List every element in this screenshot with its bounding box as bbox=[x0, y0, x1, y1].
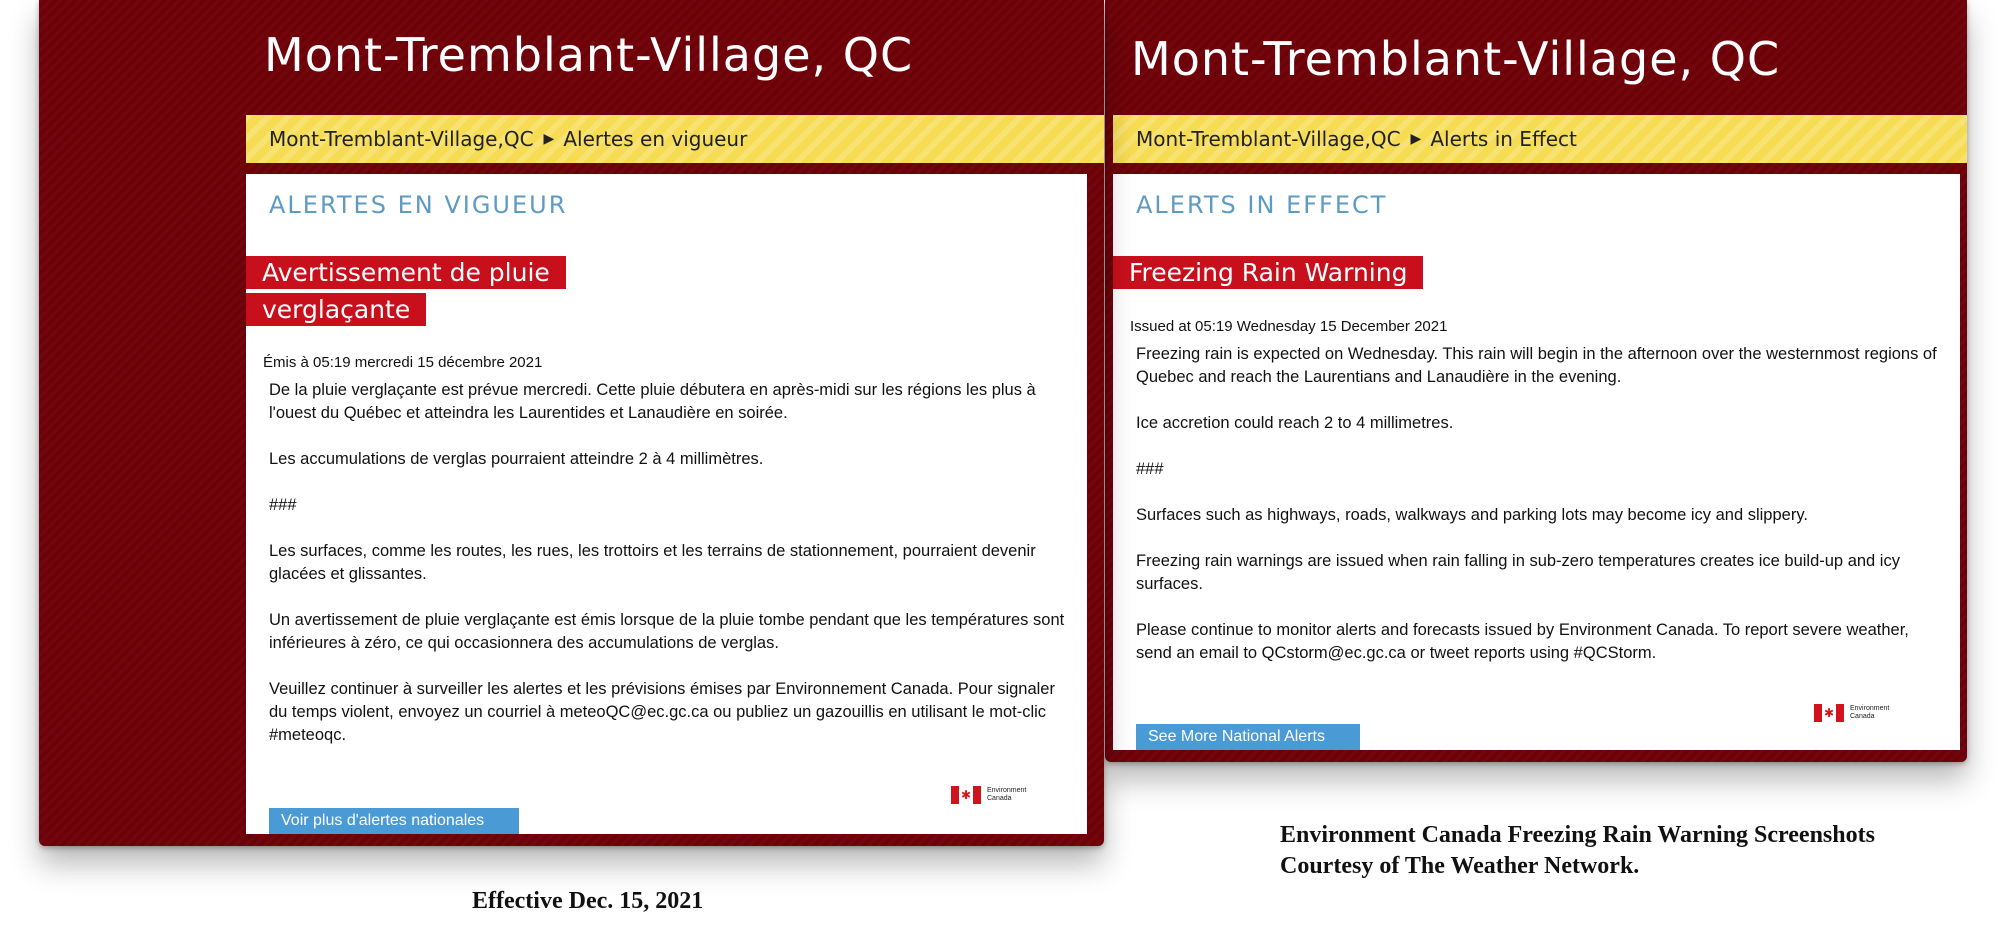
issued-timestamp: Issued at 05:19 Wednesday 15 December 2021 bbox=[1130, 318, 1448, 335]
alert-paragraph: De la pluie verglaçante est prévue mercredi. Cette pluie débutera en après-midi sur les régions les plus à l'ouest du Québec et atteindra les Laurentides et Lanaudière en soirée. bbox=[269, 381, 1036, 422]
breadcrumb-current: Alerts in Effect bbox=[1430, 127, 1577, 151]
alert-paragraph: Please continue to monitor alerts and forecasts issued by Environment Canada. To report severe weather, send an email to QCstorm@ec.gc.ca or tweet reports using #QCStorm. bbox=[1136, 621, 1909, 662]
canada-flag-icon: ✱ bbox=[951, 786, 981, 804]
alert-paragraph: Veuillez continuer à surveiller les alertes et les prévisions émises par Environnement Canada. Pour signaler du temps violent, envoyez un courriel à meteoQC@ec.gc.ca ou publiez un gazouillis en utilisant le mot-clic #meteoqc. bbox=[269, 680, 1055, 744]
more-national-alerts-button[interactable]: Voir plus d'alertes nationales bbox=[269, 808, 519, 834]
breadcrumb bbox=[246, 115, 1104, 163]
alert-panel-english bbox=[1105, 0, 1967, 762]
alert-body bbox=[269, 379, 1069, 770]
logo-line: Canada bbox=[987, 795, 1012, 802]
alert-paragraph: Freezing rain is expected on Wednesday. This rain will begin in the afternoon over the westernmost regions of Quebec and reach the Laurentians and Lanaudière in the evening. bbox=[1136, 345, 1937, 386]
alert-content bbox=[246, 174, 1087, 834]
breadcrumb-current: Alertes en vigueur bbox=[563, 127, 748, 151]
triangle-right-icon: ▶ bbox=[543, 131, 555, 147]
breadcrumb bbox=[1113, 115, 1967, 163]
section-title: ALERTS IN EFFECT bbox=[1136, 191, 1388, 219]
city-title: Mont-Tremblant-Village, QC bbox=[1131, 32, 1781, 86]
warning-title bbox=[1113, 254, 1453, 291]
section-title: ALERTES EN VIGUEUR bbox=[269, 191, 568, 219]
logo-line: Canada bbox=[1850, 713, 1875, 720]
alert-content bbox=[1113, 174, 1960, 750]
breadcrumb-location-link[interactable]: Mont-Tremblant-Village,QC bbox=[269, 127, 534, 151]
city-title: Mont-Tremblant-Village, QC bbox=[264, 28, 914, 82]
logo-line: Environment bbox=[1850, 705, 1890, 712]
warning-title bbox=[246, 254, 576, 328]
warning-title-text: Avertissement de pluie verglaçante bbox=[246, 256, 566, 326]
environment-canada-logo bbox=[1814, 704, 1889, 722]
alert-paragraph: Freezing rain warnings are issued when rain falling in sub-zero temperatures creates ice build-up and icy surfaces. bbox=[1136, 552, 1900, 593]
alert-paragraph: Un avertissement de pluie verglaçante est émis lorsque de la pluie tombe pendant que les températures sont inférieures à zéro, ce qui occasionnera des accumulations de verglas. bbox=[269, 611, 1065, 652]
issued-timestamp: Émis à 05:19 mercredi 15 décembre 2021 bbox=[263, 354, 543, 371]
alert-body bbox=[1136, 343, 1946, 688]
effective-date-caption: Effective Dec. 15, 2021 bbox=[472, 888, 704, 914]
breadcrumb-location-link[interactable]: Mont-Tremblant-Village,QC bbox=[1136, 127, 1401, 151]
logo-line: Environment bbox=[987, 787, 1027, 794]
canada-flag-icon: ✱ bbox=[1814, 704, 1844, 722]
alert-paragraph: Surfaces such as highways, roads, walkways and parking lots may become icy and slippery. bbox=[1136, 506, 1808, 524]
alert-paragraph: Les surfaces, comme les routes, les rues, les trottoirs et les terrains de stationnement, pourraient devenir glacées et glissantes. bbox=[269, 542, 1036, 583]
alert-paragraph: Ice accretion could reach 2 to 4 millimetres. bbox=[1136, 414, 1454, 432]
alert-paragraph: ### bbox=[1136, 460, 1164, 478]
credit-caption: Environment Canada Freezing Rain Warning Screenshots Courtesy of The Weather Network. bbox=[1280, 822, 1875, 879]
environment-canada-logo bbox=[951, 786, 1026, 804]
triangle-right-icon: ▶ bbox=[1410, 131, 1422, 147]
warning-title-text: Freezing Rain Warning bbox=[1113, 256, 1423, 289]
alert-paragraph: Les accumulations de verglas pourraient atteindre 2 à 4 millimètres. bbox=[269, 450, 764, 468]
alert-paragraph: ### bbox=[269, 496, 297, 514]
alert-panel-french bbox=[39, 0, 1104, 846]
more-national-alerts-button[interactable]: See More National Alerts bbox=[1136, 724, 1360, 750]
